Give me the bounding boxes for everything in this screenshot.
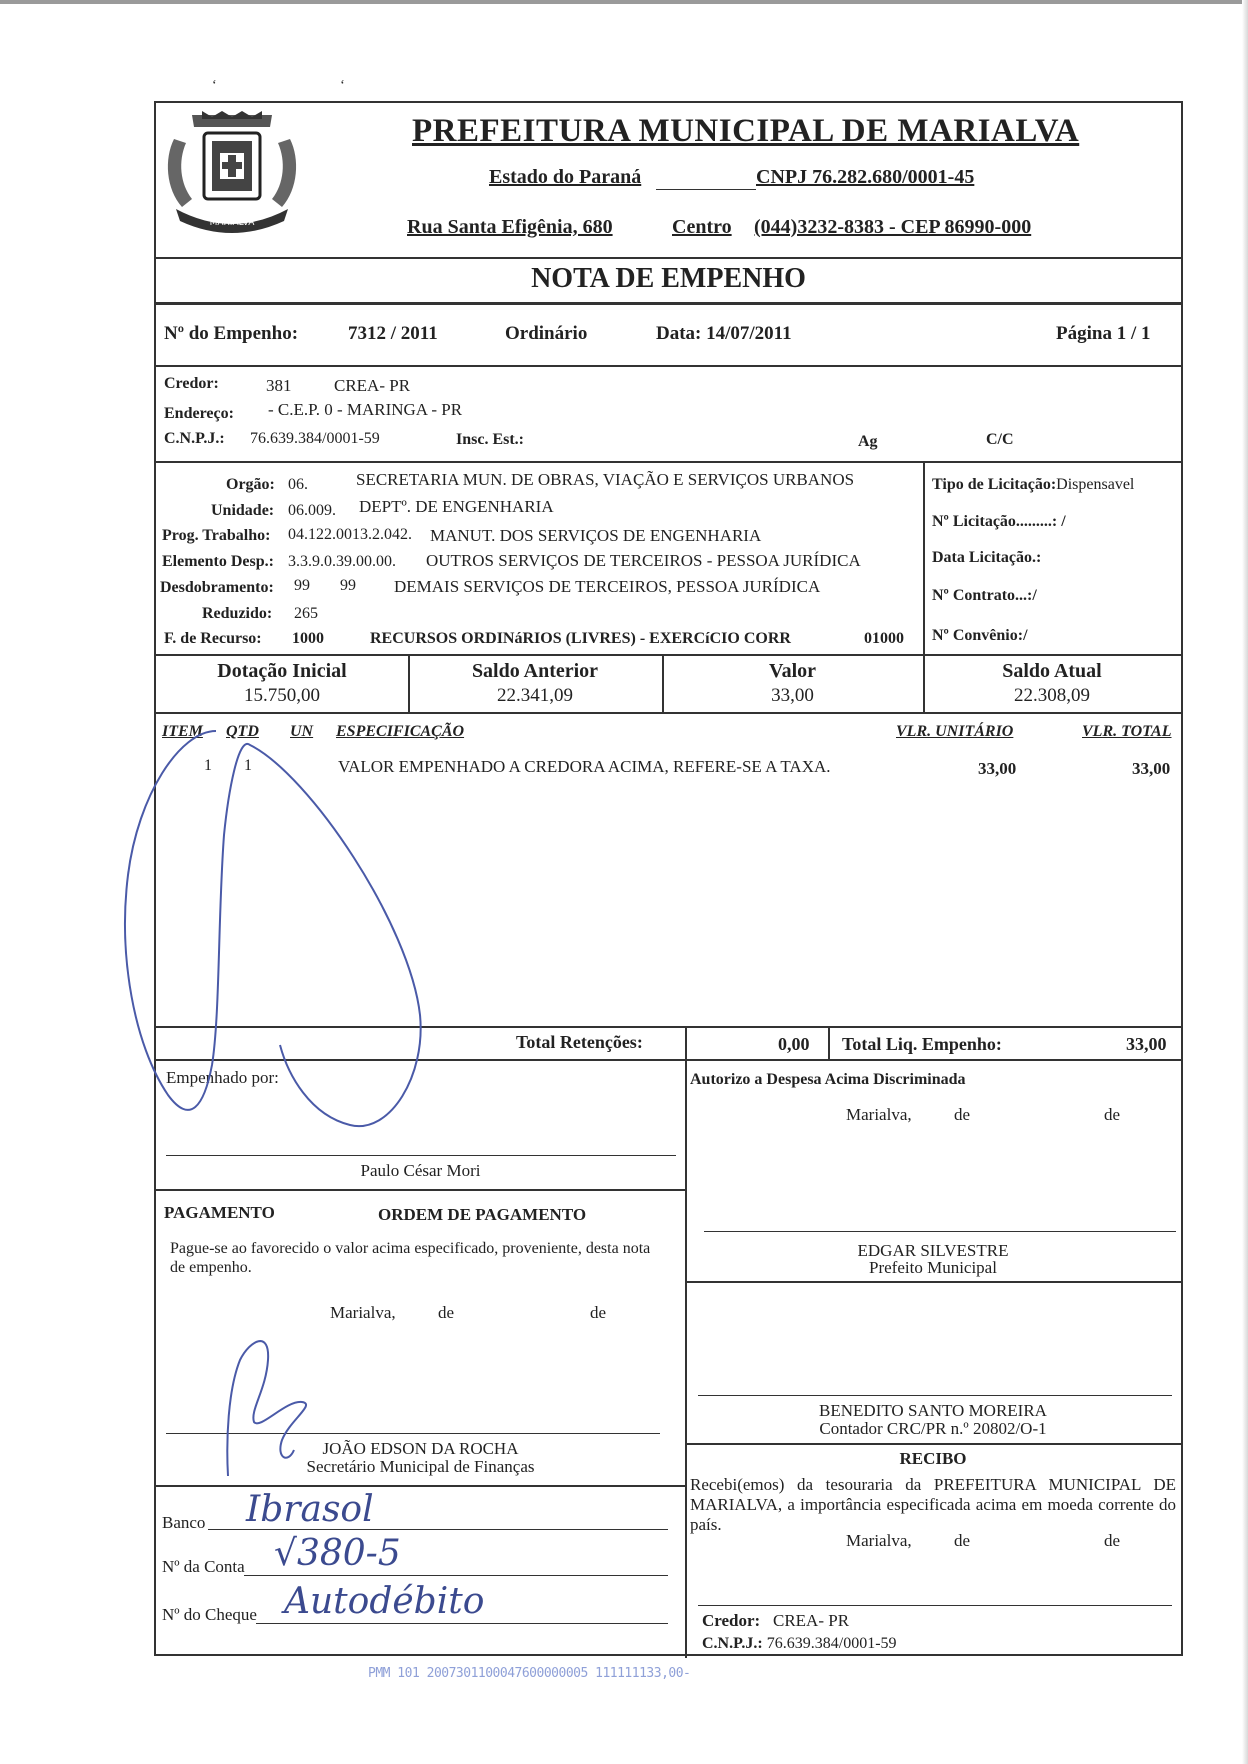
prefeitura-cnpj: CNPJ 76.282.680/0001-45 [756,166,975,188]
pagamento-label: PAGAMENTO [164,1203,275,1222]
tipo-licitacao-label: Tipo de Licitação: [932,476,1057,493]
valor-value: 33,00 [771,685,814,706]
prefeitura-title: PREFEITURA MUNICIPAL DE MARIALVA [412,113,1080,149]
divider [156,302,1181,305]
numero-convenio: Nº Convênio:/ [932,627,1028,644]
credor-code: 381 [266,376,292,395]
unidade-label: Unidade: [211,502,275,519]
state-name: Estado do Paraná [489,166,642,188]
recibo-credor-label: Credor: [702,1611,761,1630]
cheque-line [256,1623,668,1624]
street-address: Rua Santa Efigênia, 680 [407,216,613,238]
pagamento-de-1: de [438,1303,455,1322]
valor-label: Valor [768,660,817,682]
contador-role: Contador CRC/PR n.º 20802/O-1 [819,1419,1047,1438]
recibo-cnpj [702,1635,897,1653]
dotacao-label: Dotação Inicial [217,660,347,682]
nota-de-empenho-document [154,101,1183,1656]
autorizo-label: Autorizo a Despesa Acima Discriminada [690,1071,966,1088]
saldo-atual-value: 22.308,09 [1014,685,1090,706]
recibo-label: RECIBO [899,1449,967,1468]
empenho-type: Ordinário [505,323,588,344]
document-title: NOTA DE EMPENHO [531,263,806,294]
divider [685,1026,687,1059]
liq-empenho-label: Total Liq. Empenho: [842,1034,1002,1054]
col-qtd: QTD [226,723,259,740]
divider [156,1059,1181,1061]
secretario-role: Secretário Municipal de Finanças [306,1457,535,1476]
saldo-anterior-value: 22.341,09 [497,685,573,706]
unidade-code: 06.009. [288,502,336,519]
signature-line [698,1605,1172,1606]
divider [685,1443,1181,1445]
prefeito-name: EDGAR SILVESTRE [857,1241,1009,1260]
row-especificacao: VALOR EMPENHADO A CREDORA ACIMA, REFERE-SE A TAXA. [338,757,831,776]
signature-line [166,1433,660,1434]
tipo-licitacao [932,476,1134,494]
credor-name: CREA- PR [334,376,411,395]
fonte-code: 1000 [292,630,324,647]
prefeito-role: Prefeito Municipal [869,1258,997,1277]
banco-value: Ibrasol [246,1489,374,1530]
row-item: 1 [204,757,212,774]
endereco-value: - C.E.P. 0 - MARINGA - PR [268,400,463,419]
dotacao-value: 15.750,00 [244,685,320,706]
secretario-name: JOÃO EDSON DA ROCHA [322,1439,519,1458]
divider [828,1026,830,1059]
fonte-label: F. de Recurso: [164,630,262,647]
page-right-edge [1242,0,1248,1764]
numero-licitacao: Nº Licitação.........: / [932,513,1066,530]
state-underline-gap [656,189,756,190]
recibo-city: Marialva, [846,1531,912,1550]
prog-code: 04.122.0013.2.042. [288,526,412,543]
phone-cep: (044)3232-8383 - CEP 86990-000 [754,216,1032,238]
orgao-label: Orgão: [226,476,275,493]
divider [156,461,1181,463]
ag-label: Ag [858,433,878,450]
retencoes-value: 0,00 [778,1034,810,1054]
credor-label: Credor: [164,375,219,392]
divider [156,654,1181,656]
retencoes-label: Total Retenções: [516,1032,643,1052]
divider [156,1485,685,1487]
insc-est-label: Insc. Est.: [456,431,525,448]
contador-name: BENEDITO SANTO MOREIRA [819,1401,1047,1420]
cnpj-label: C.N.P.J.: [164,430,225,447]
data-licitacao: Data Licitação.: [932,549,1042,566]
recibo-cnpj-value: 76.639.384/0001-59 [766,1635,897,1652]
empenho-label: Nº do Empenho: [164,323,299,344]
conta-label: Nº da Conta [162,1557,245,1576]
divider [156,712,1181,714]
col-especificacao: ESPECIFICAÇÃO [336,723,465,740]
prog-name: MANUT. DOS SERVIÇOS DE ENGENHARIA [430,526,762,545]
cheque-value: Autodébito [284,1581,485,1622]
signature-line [698,1395,1172,1396]
municipal-crest [162,109,302,237]
orgao-name: SECRETARIA MUN. DE OBRAS, VIAÇÃO E SERVIÇOS URBANOS [356,470,855,489]
unidade-name: DEPTº. DE ENGENHARIA [359,497,554,516]
recibo-de-1: de [954,1531,971,1550]
endereco-label: Endereço: [164,405,234,422]
elemento-code: 3.3.9.0.39.00.00. [288,553,396,570]
row-qtd: 1 [244,757,252,774]
autorizo-city: Marialva, [846,1105,912,1124]
reduzido-code: 265 [294,605,318,622]
pagamento-de-2: de [590,1303,607,1322]
col-item: ITEM [162,723,203,740]
autorizo-de-2: de [1104,1105,1121,1124]
divider [923,461,925,654]
conta-value: √380-5 [274,1533,401,1574]
svg-text:MARIALVA: MARIALVA [209,218,255,228]
empenhado-label: Empenhado por: [166,1068,279,1087]
cheque-label: Nº do Cheque [162,1605,257,1624]
saldo-anterior-label: Saldo Anterior [471,660,599,682]
liq-empenho-value: 33,00 [1126,1034,1167,1054]
autorizo-de-1: de [954,1105,971,1124]
credor-cnpj: 76.639.384/0001-59 [250,430,380,447]
desdobramento-label: Desdobramento: [160,579,274,596]
pagamento-text: Pague-se ao favorecido o valor acima especificado, proveniente, desta nota de empenho. [170,1240,651,1276]
page-number: Página 1 / 1 [1056,323,1151,344]
prog-label: Prog. Trabalho: [162,527,271,544]
crest-icon [162,109,302,237]
elemento-name: OUTROS SERVIÇOS DE TERCEIROS - PESSOA JURÍDICA [426,551,861,570]
recibo-cnpj-label: C.N.P.J.: [702,1635,763,1652]
empenho-number: 7312 / 2011 [348,323,438,344]
pagamento-city: Marialva, [330,1303,396,1322]
conta-line [244,1575,668,1576]
divider [156,365,1181,367]
divider [156,257,1181,259]
divider [685,1281,1181,1283]
fonte-number: 01000 [864,630,904,647]
col-un: UN [290,723,314,740]
divider [685,1059,687,1658]
scan-marks: ʻ ʻ [212,78,405,93]
orgao-code: 06. [288,476,308,493]
recibo-de-2: de [1104,1531,1121,1550]
recibo-credor [702,1611,849,1631]
row-vlr-unitario: 33,00 [978,759,1017,778]
numero-contrato: Nº Contrato...:/ [932,587,1037,604]
tipo-licitacao-value: Dispensavel [1056,476,1135,493]
district: Centro [672,216,732,238]
row-vlr-total: 33,00 [1132,759,1171,778]
banco-label: Banco [162,1513,206,1532]
divider [156,1189,685,1191]
page-top-edge [0,0,1248,4]
signature-line [166,1155,676,1156]
reduzido-label: Reduzido: [202,605,273,622]
desdobramento-name: DEMAIS SERVIÇOS DE TERCEIROS, PESSOA JURÍDICA [394,577,821,596]
empenhado-name: Paulo César Mori [360,1161,481,1180]
recibo-text: Recebi(emos) da tesouraria da PREFEITURA MUNICIPAL DE MARIALVA, a importância especificada acima em moeda corrente do país. [690,1475,1176,1534]
divider [156,1026,1181,1028]
empenho-date: Data: 14/07/2011 [656,323,792,344]
fonte-name: RECURSOS ORDINáRIOS (LIVRES) - EXERCíCIO CORR [370,630,791,647]
col-vlr-unitario: VLR. UNITÁRIO [896,723,1014,740]
signature-line [704,1231,1176,1232]
elemento-label: Elemento Desp.: [162,553,274,570]
recibo-credor-name: CREA- PR [772,1611,850,1630]
saldo-atual-label: Saldo Atual [1002,660,1102,682]
ordem-pagamento-label: ORDEM DE PAGAMENTO [378,1205,587,1224]
col-vlr-total: VLR. TOTAL [1082,723,1172,740]
bank-stamp: PMM 101 2007301100047600000005 111111133,00- [368,1666,691,1681]
desdobramento-a: 99 [294,577,310,594]
cc-label: C/C [986,431,1014,448]
desdobramento-b: 99 [340,577,356,594]
